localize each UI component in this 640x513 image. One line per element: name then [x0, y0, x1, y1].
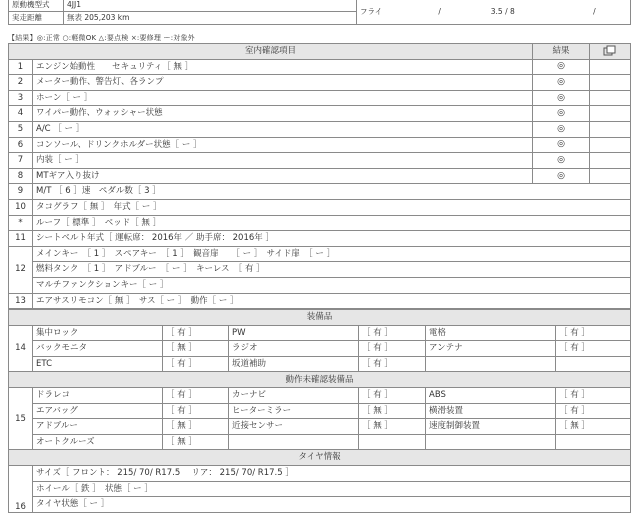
table-row	[9, 497, 631, 513]
vehicle-header	[8, 0, 630, 25]
engine-type-label: 原動機型式	[9, 0, 64, 12]
result-mark: ◎	[533, 121, 590, 137]
table-row: アドブルー ［ 無 ］ 近接センサー ［ 無 ］ 速度制御装置 ［ 無 ］	[9, 419, 631, 435]
item-text: ワイパー動作、ウォッシャー状態	[33, 106, 533, 122]
item-text: MTギア入り抜け	[33, 168, 533, 184]
table-row: 11 シートベルト年式［ 運転席： 2016年 ／ 助手席： 2016年 ］	[9, 231, 631, 247]
table-row: バックモニタ ［ 無 ］ ラジオ ［ 有 ］ アンテナ ［ 有 ］	[9, 341, 631, 357]
transmission-row: M/T ［ 6 ］速 ペダル数［ 3 ］	[33, 184, 631, 200]
table-row: 6 コンソール、ドリンクホルダー状態［ ー ］ ◎	[9, 137, 631, 153]
mileage-value: 無表 205,203 km	[64, 12, 357, 25]
item-text: メーター動作、警告灯、各ランプ	[33, 75, 533, 91]
table-row	[9, 277, 631, 293]
item-text: エンジン始動性 セキュリティ［ 無 ］	[33, 59, 533, 75]
table-row: 1 エンジン始動性 セキュリティ［ 無 ］ ◎	[9, 59, 631, 75]
table-row: 14 集中ロック ［ 有 ］ PW ［ 有 ］ 電格 ［ 有 ］	[9, 325, 631, 341]
result-mark: ◎	[533, 106, 590, 122]
table-row: 10 タコグラフ［ 無 ］ 年式［ ー ］	[9, 199, 631, 215]
result-mark: ◎	[533, 59, 590, 75]
table-row: 8 MTギア入り抜け ◎	[9, 168, 631, 184]
item-text: コンソール、ドリンクホルダー状態［ ー ］	[33, 137, 533, 153]
engine-type-value: 4JJ1	[64, 0, 357, 12]
wheel-row: ホイール［ 鉄 ］ 状態［ ー ］	[33, 481, 631, 497]
tire-state-row: タイヤ状態［ ー ］	[33, 497, 631, 513]
air-suspension-row: エアサスリモコン［ 無 ］ サス［ ー ］ 動作［ ー ］	[33, 293, 631, 309]
flight-sep-2: /	[593, 6, 596, 16]
inspection-table	[8, 43, 630, 513]
flight-sep: /	[438, 6, 441, 16]
seatbelt-row: シートベルト年式［ 運転席： 2016年 ／ 助手席： 2016年 ］	[33, 231, 631, 247]
copy-icon[interactable]	[590, 44, 631, 60]
mileage-label: 実走距離	[9, 12, 64, 25]
section-title-tire: タイヤ情報	[9, 450, 631, 466]
result-mark: ◎	[533, 90, 590, 106]
item-text: ホーン［ ー ］	[33, 90, 533, 106]
tachograph-row: タコグラフ［ 無 ］ 年式［ ー ］	[33, 199, 631, 215]
flight-label: フライ	[360, 6, 383, 16]
tire-size-row: サイズ［ フロント： 215/ 70/ R17.5 リア： 215/ 70/ R17.5 ］	[33, 466, 631, 482]
keys-row: メインキー ［ 1 ］ スペアキー ［ 1 ］ 観音扉 ［ ー ］ サイド扉 ［ ー ］	[33, 246, 631, 262]
table-row: オートクルーズ ［ 無 ］	[9, 434, 631, 450]
table-row: 15 ドラレコ ［ 有 ］ カーナビ ［ 有 ］ ABS ［ 有 ］	[9, 388, 631, 404]
table-row: 16 サイズ［ フロント： 215/ 70/ R17.5 リア： 215/ 70/ R17.5 ］	[9, 466, 631, 482]
result-legend: 【結果】◎:正常 ○:軽微OK △:要点検 ×:要修理 ー:対象外	[8, 34, 195, 42]
table-row: 13 エアサスリモコン［ 無 ］ サス［ ー ］ 動作［ ー ］	[9, 293, 631, 309]
table-row	[9, 262, 631, 278]
table-row: 12 メインキー ［ 1 ］ スペアキー ［ 1 ］ 観音扉 ［ ー ］ サイド扉 ［ ー ］	[9, 246, 631, 262]
table-row: 5 A/C ［ ー ］ ◎	[9, 121, 631, 137]
result-mark: ◎	[533, 168, 590, 184]
section-title-interior: 室内確認項目	[9, 44, 533, 60]
table-row: 7 内装［ ー ］ ◎	[9, 153, 631, 169]
table-row: ETC ［ 有 ］ 坂道補助 ［ 有 ］	[9, 356, 631, 372]
multifunction-key-row: マルチファンクションキー［ ー ］	[33, 277, 631, 293]
result-header: 結果	[533, 44, 590, 60]
item-text: 内装［ ー ］	[33, 153, 533, 169]
table-row: 2 メーター動作、警告灯、各ランプ ◎	[9, 75, 631, 91]
table-row: 9 M/T ［ 6 ］速 ペダル数［ 3 ］	[9, 184, 631, 200]
table-row: 4 ワイパー動作、ウォッシャー状態 ◎	[9, 106, 631, 122]
result-mark: ◎	[533, 137, 590, 153]
table-row	[9, 481, 631, 497]
table-row: 3 ホーン［ ー ］ ◎	[9, 90, 631, 106]
table-row: * ルーフ［ 標準 ］ ベッド［ 無 ］	[9, 215, 631, 231]
result-mark: ◎	[533, 75, 590, 91]
table-row: エアバッグ ［ 有 ］ ヒーターミラー ［ 無 ］ 横滑装置 ［ 有 ］	[9, 403, 631, 419]
item-text: A/C ［ ー ］	[33, 121, 533, 137]
fuel-row: 燃料タンク ［ 1 ］ アドブルー ［ ー ］ キーレス ［ 有 ］	[33, 262, 631, 278]
section-title-unchecked: 動作未確認装備品	[9, 372, 631, 388]
roof-row: ルーフ［ 標準 ］ ベッド［ 無 ］	[33, 215, 631, 231]
section-title-equipment: 装備品	[9, 310, 631, 326]
flight-value: 3.5 / 8	[490, 6, 515, 16]
result-mark: ◎	[533, 153, 590, 169]
